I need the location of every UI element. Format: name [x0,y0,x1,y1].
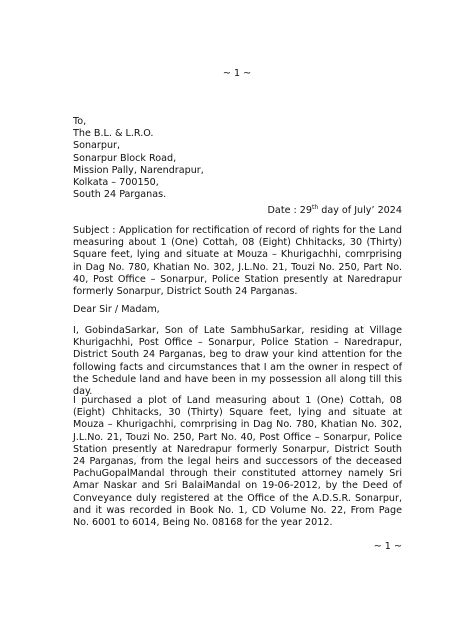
address-line: South 24 Parganas. [73,189,167,201]
page-number-top: ~ 1 ~ [222,68,252,79]
salutation: Dear Sir / Madam, [73,304,160,315]
address-line: Kolkata – 700150, [73,177,159,189]
body-paragraph-1: I, GobindaSarkar, Son of Late SambhuSarkar, residing at Village Khurigachhi, Post Office – Sonarpur, Police Station – Naredrapur, District South 24 Parganas, beg to draw your kind attention for the following facts and circumstances that I am the owner in respect of the Schedule land and have been in my possession all along till this day. [73,325,402,398]
address-line: To, [73,116,87,127]
date-ordinal-suffix: th [312,204,319,211]
date-suffix: day of July’ 2024 [318,205,402,216]
address-line: Sonarpur Block Road, [73,152,177,164]
address-line: Sonarpur, [73,140,121,152]
recipient-address [73,116,204,201]
letter-date [268,205,402,217]
address-line: The B.L. & L.R.O. [73,128,154,140]
date-prefix: Date : 29 [267,205,313,216]
address-line: Mission Pally, Narendrapur, [73,164,204,176]
page-number-bottom: ~ 1 ~ [373,541,402,552]
subject-line: Subject : Application for rectification of record of rights for the Land measuring about 1 (One) Cottah, 08 (Eight) Chhitacks, 30 (Thirty) Square feet, lying and situate at Mouza – Khurigachhi, comrprising in Dag No. 780, Khatian No. 302, J.L.No. 21, Touzi No. 250, Part No. 40, Post Office – Sonarpur, Police Station presently at Naredrapur formerly Sonarpur, District South 24 Parganas. [73,225,402,298]
body-paragraph-2: I purchased a plot of Land measuring about 1 (One) Cottah, 08 (Eight) Chhitacks, 30 (Thirty) Square feet, lying and situate at Mouza – Khurigachhi, comrprising in Dag No. 780, Khatian No. 302, J.L.No. 21, Touzi No. 250, Part No. 40, Post Office – Sonarpur, Police Station presently at Naredrapur formerly Sonarpur, District South 24 Parganas, from the legal heirs and successors of the deceased PachuGopalMandal through their constituted attorney namely Sri Amar Naskar and Sri BalaiMandal on 19-06-2012, by the Deed of Conveyance duly registered at the Office of the A.D.S.R. Sonarpur, and it was recorded in Book No. 1, CD Volume No. 22, From Page No. 6001 to 6014, Being No. 08168 for the year 2012. [73,395,402,529]
